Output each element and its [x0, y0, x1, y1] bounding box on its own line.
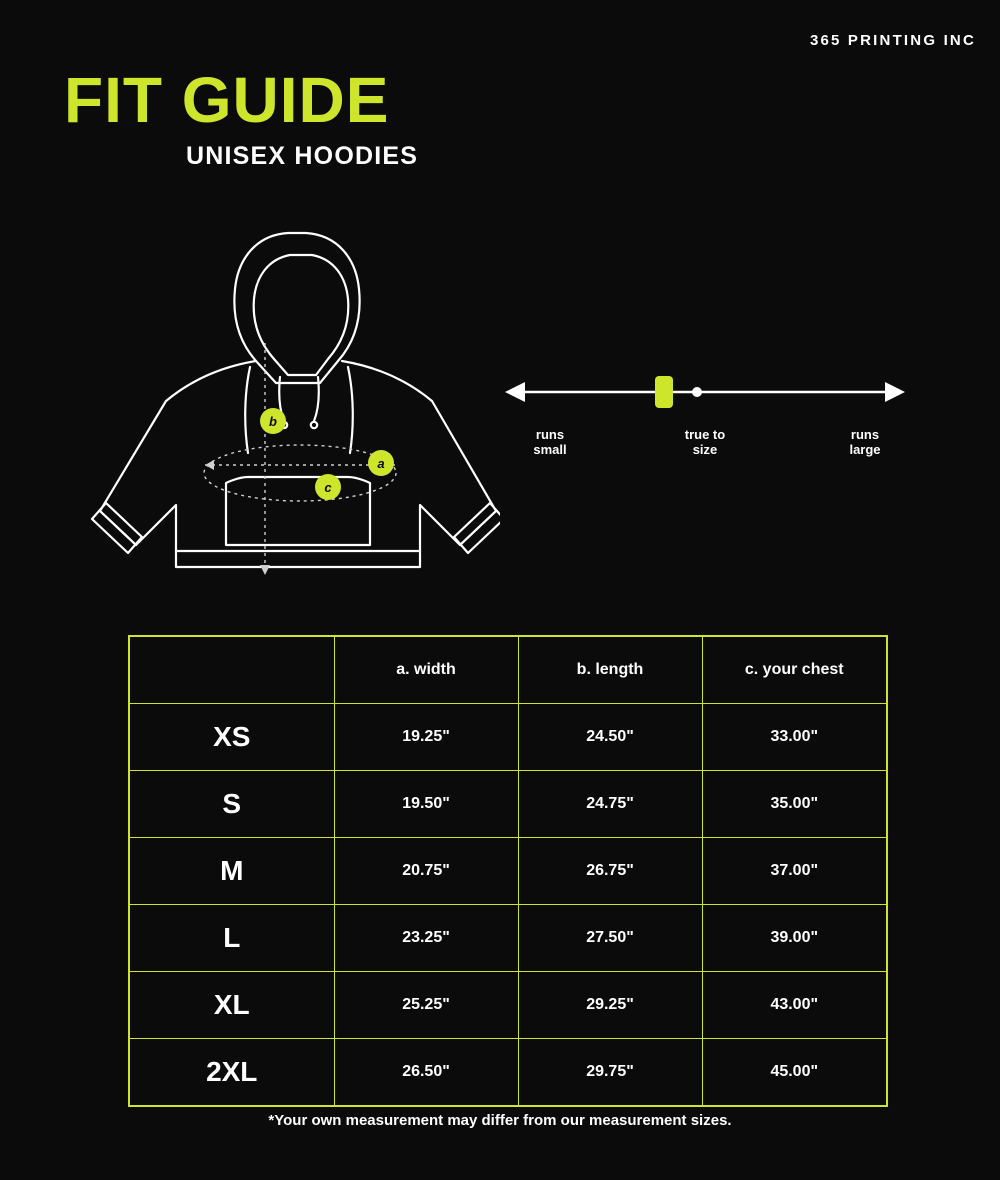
row-size: XS [129, 704, 334, 771]
fit-scale [505, 370, 905, 480]
table-header-width: a. width [334, 636, 518, 704]
table-header-chest: c. your chest [702, 636, 887, 704]
fit-scale-marker [655, 376, 673, 408]
row-length: 26.75" [518, 838, 702, 905]
row-width: 26.50" [334, 1039, 518, 1107]
size-table [128, 635, 888, 1107]
table-header-row [129, 636, 887, 704]
runs-small-line1: runs [535, 427, 565, 442]
table-row [129, 771, 887, 838]
table-row [129, 905, 887, 972]
row-chest: 33.00" [702, 704, 887, 771]
true-to-size-line1: true to [684, 427, 726, 442]
fit-scale-label-small [505, 428, 595, 458]
row-width: 23.25" [334, 905, 518, 972]
fit-scale-label-true [645, 428, 765, 458]
callout-b: b [260, 408, 286, 434]
row-width: 25.25" [334, 972, 518, 1039]
fit-scale-dot [692, 387, 702, 397]
callout-c: c [315, 474, 341, 500]
table-row [129, 972, 887, 1039]
table-row [129, 838, 887, 905]
table-header-length: b. length [518, 636, 702, 704]
brand-name: 365 PRINTING INC [809, 32, 976, 49]
table-row [129, 1039, 887, 1107]
fit-scale-label-large [825, 428, 905, 458]
footnote: *Your own measurement may differ from our measurement sizes. [268, 1112, 732, 1129]
page-subtitle: UNISEX HOODIES [186, 142, 419, 170]
row-length: 27.50" [518, 905, 702, 972]
runs-large-line1: runs [850, 427, 880, 442]
runs-large-line2: large [849, 441, 881, 457]
callout-a: a [368, 450, 394, 476]
row-chest: 37.00" [702, 838, 887, 905]
row-width: 20.75" [334, 838, 518, 905]
row-size: XL [129, 972, 334, 1039]
row-length: 24.50" [518, 704, 702, 771]
hoodie-drawing [80, 215, 500, 595]
size-table-wrapper [128, 635, 886, 1107]
true-to-size-line2: size [692, 441, 718, 457]
row-chest: 35.00" [702, 771, 887, 838]
row-width: 19.50" [334, 771, 518, 838]
table-header-size [129, 636, 334, 704]
fit-scale-axis [505, 370, 905, 426]
row-length: 24.75" [518, 771, 702, 838]
table-row [129, 704, 887, 771]
row-chest: 45.00" [702, 1039, 887, 1107]
row-chest: 39.00" [702, 905, 887, 972]
row-width: 19.25" [334, 704, 518, 771]
hoodie-illustration [80, 215, 500, 595]
row-size: S [129, 771, 334, 838]
row-size: 2XL [129, 1039, 334, 1107]
row-size: L [129, 905, 334, 972]
page-title: FIT GUIDE [64, 64, 390, 136]
row-size: M [129, 838, 334, 905]
row-chest: 43.00" [702, 972, 887, 1039]
row-length: 29.25" [518, 972, 702, 1039]
runs-small-line2: small [533, 441, 567, 457]
row-length: 29.75" [518, 1039, 702, 1107]
